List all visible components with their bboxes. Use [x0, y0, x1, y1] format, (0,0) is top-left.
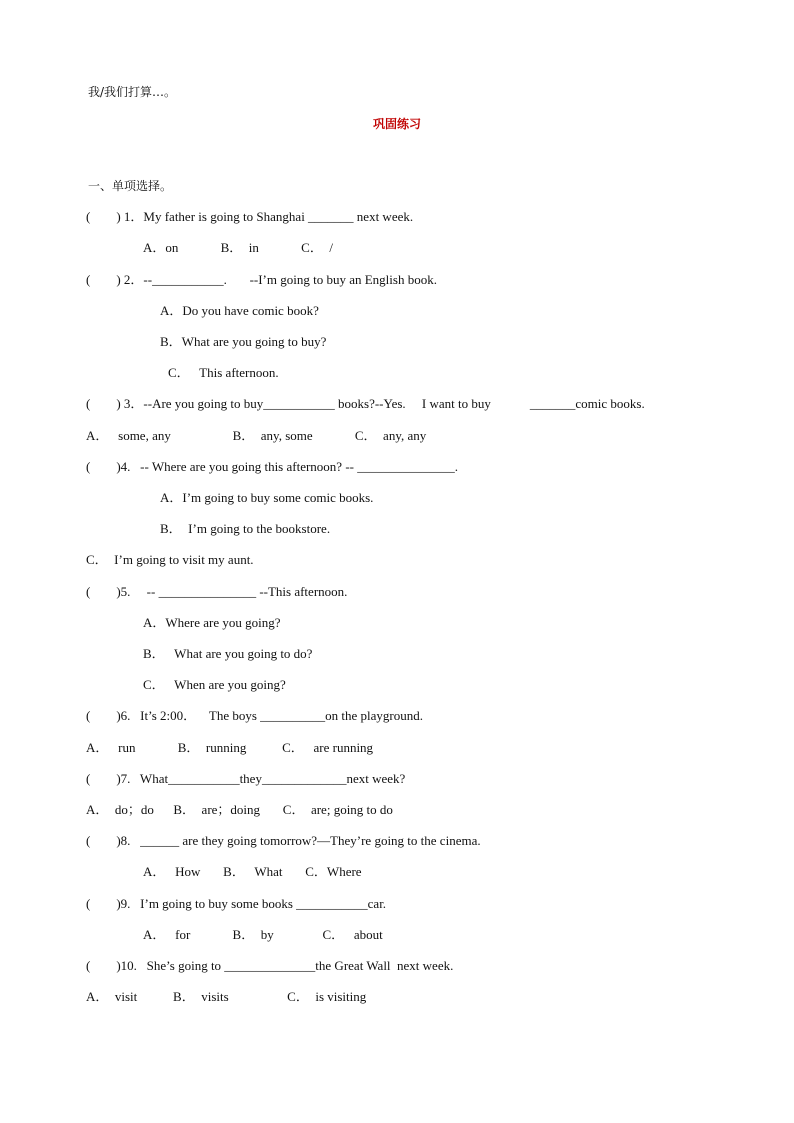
question-4: ( )4. -- Where are you going this afternoon? -- _______________. — [86, 459, 458, 474]
question-7: ( )7. What___________they_____________next week? — [86, 771, 406, 786]
question-2-option-a: A．Do you have comic book? — [160, 303, 319, 318]
question-10-options: A． visit B． visits C． is visiting — [86, 989, 367, 1004]
question-9: ( )9. I’m going to buy some books ___________car. — [86, 896, 387, 911]
question-6-options: A． run B． running C． are running — [86, 740, 374, 755]
section-heading: 一、单项选择。 — [88, 179, 173, 193]
question-2-option-c: C． This afternoon. — [168, 365, 279, 380]
question-5-option-a: A．Where are you going? — [143, 615, 281, 630]
question-2-option-b: B．What are you going to buy? — [160, 334, 327, 349]
question-6: ( )6. It’s 2:00． The boys __________on the playground. — [86, 708, 424, 723]
question-8: ( )8. ______ are they going tomorrow?—They’re going to the cinema. — [86, 833, 481, 848]
question-1-options: A．on B． in C． / — [143, 240, 333, 255]
question-4-option-c: C． I’m going to visit my aunt. — [86, 552, 254, 567]
question-3: ( ) 3．--Are you going to buy___________ books?--Yes. I want to buy _______comic books. — [86, 396, 645, 411]
question-5-option-c: C． When are you going? — [143, 677, 286, 692]
question-1: ( ) 1．My father is going to Shanghai _______ next week. — [86, 209, 414, 224]
question-4-option-b: B． I’m going to the bookstore. — [160, 521, 331, 536]
question-5: ( )5. -- _______________ --This afternoon. — [86, 584, 348, 599]
question-2: ( ) 2．--___________. --I’m going to buy an English book. — [86, 272, 437, 287]
intro-text: 我/我们打算…。 — [88, 85, 177, 99]
question-3-options: A． some, any B． any, some C． any, any — [86, 428, 427, 443]
question-5-option-b: B． What are you going to do? — [143, 646, 313, 661]
page-title: 巩固练习 — [372, 117, 421, 131]
question-10: ( )10. She’s going to ______________the Great Wall next week. — [86, 958, 454, 973]
question-8-options: A． How B． What C．Where — [143, 864, 362, 879]
question-4-option-a: A．I’m going to buy some comic books. — [160, 490, 374, 505]
question-7-options: A． do；do B． are；doing C． are; going to do — [86, 802, 393, 817]
question-9-options: A． for B． by C． about — [143, 927, 383, 942]
